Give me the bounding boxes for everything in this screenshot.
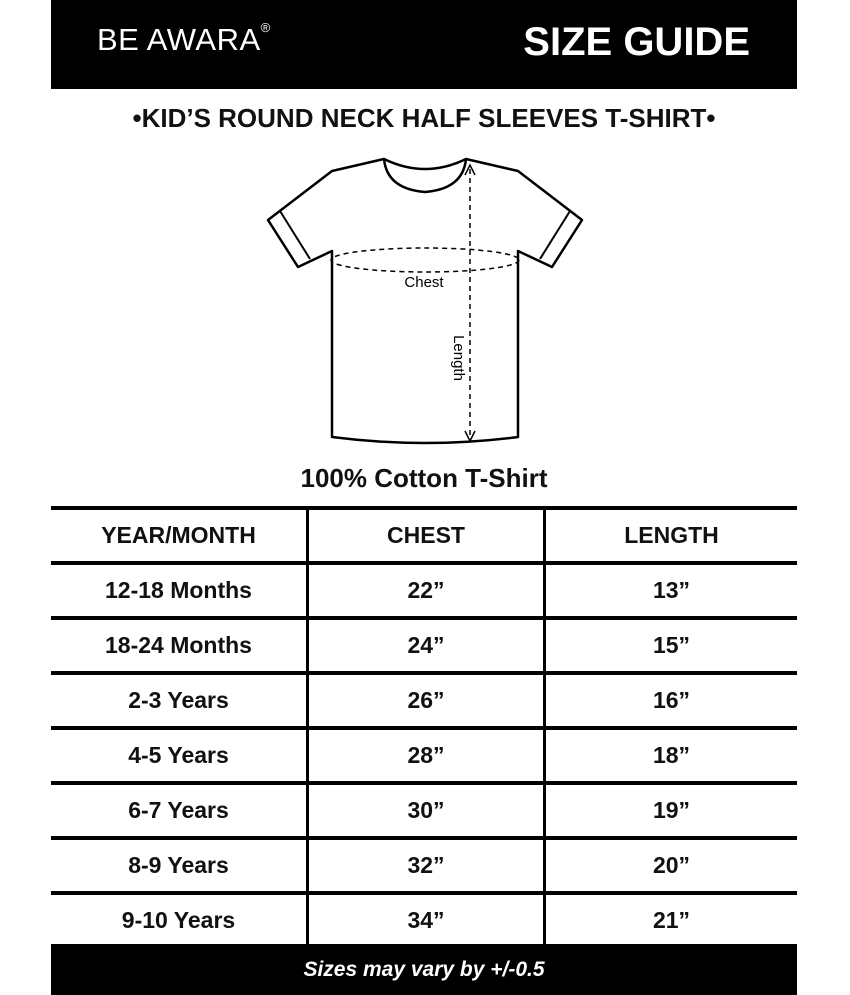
column-header-year-month: YEAR/MONTH xyxy=(51,508,308,563)
cell-age: 6-7 Years xyxy=(51,783,308,838)
cell-length: 21” xyxy=(652,907,691,933)
registered-mark: ® xyxy=(260,20,271,35)
table-row xyxy=(51,783,797,838)
chest-label: Chest xyxy=(404,274,444,291)
cell-age: 18-24 Months xyxy=(51,618,308,673)
table-row xyxy=(51,893,797,946)
table-row xyxy=(51,563,797,618)
cell-length: 19” xyxy=(545,783,798,838)
cell-age: 9-10 Years xyxy=(51,893,308,946)
product-title: •KID’S ROUND NECK HALF SLEEVES T-SHIRT• xyxy=(132,103,716,133)
cell-age: 2-3 Years xyxy=(51,673,308,728)
tshirt-outline xyxy=(268,159,582,443)
page-title: SIZE GUIDE xyxy=(523,20,750,64)
cell-chest: 32” xyxy=(308,838,545,893)
header-bar xyxy=(51,0,797,89)
cell-chest: 26” xyxy=(308,673,545,728)
size-table xyxy=(51,506,797,946)
table-row xyxy=(51,673,797,728)
cell-length: 20” xyxy=(545,838,798,893)
cell-age: 12-18 Months xyxy=(51,563,308,618)
cell-chest: 22” xyxy=(308,563,545,618)
cell-chest: 34” xyxy=(308,893,545,946)
material-label: 100% Cotton T-Shirt xyxy=(300,463,548,493)
cell-length: 13” xyxy=(545,563,798,618)
brand-name: BE AWARA xyxy=(97,22,261,57)
column-header-length: LENGTH xyxy=(545,508,798,563)
table-header-row xyxy=(51,508,797,563)
cell-age: 8-9 Years xyxy=(51,838,308,893)
length-label: Length xyxy=(450,335,467,381)
column-header-chest: CHEST xyxy=(308,508,545,563)
cell-chest: 24” xyxy=(308,618,545,673)
tshirt-diagram xyxy=(264,155,586,450)
cell-length: 18” xyxy=(545,728,798,783)
cell-chest: 28” xyxy=(308,728,545,783)
cell-length: 15” xyxy=(545,618,798,673)
table-row xyxy=(51,618,797,673)
table-row xyxy=(51,728,797,783)
footer-note: Sizes may vary by +/-0.5 xyxy=(51,944,797,995)
brand-logo xyxy=(97,22,271,58)
cell-age: 4-5 Years xyxy=(51,728,308,783)
table-row xyxy=(51,838,797,893)
cell-length: 16” xyxy=(545,673,798,728)
cell-chest: 30” xyxy=(308,783,545,838)
